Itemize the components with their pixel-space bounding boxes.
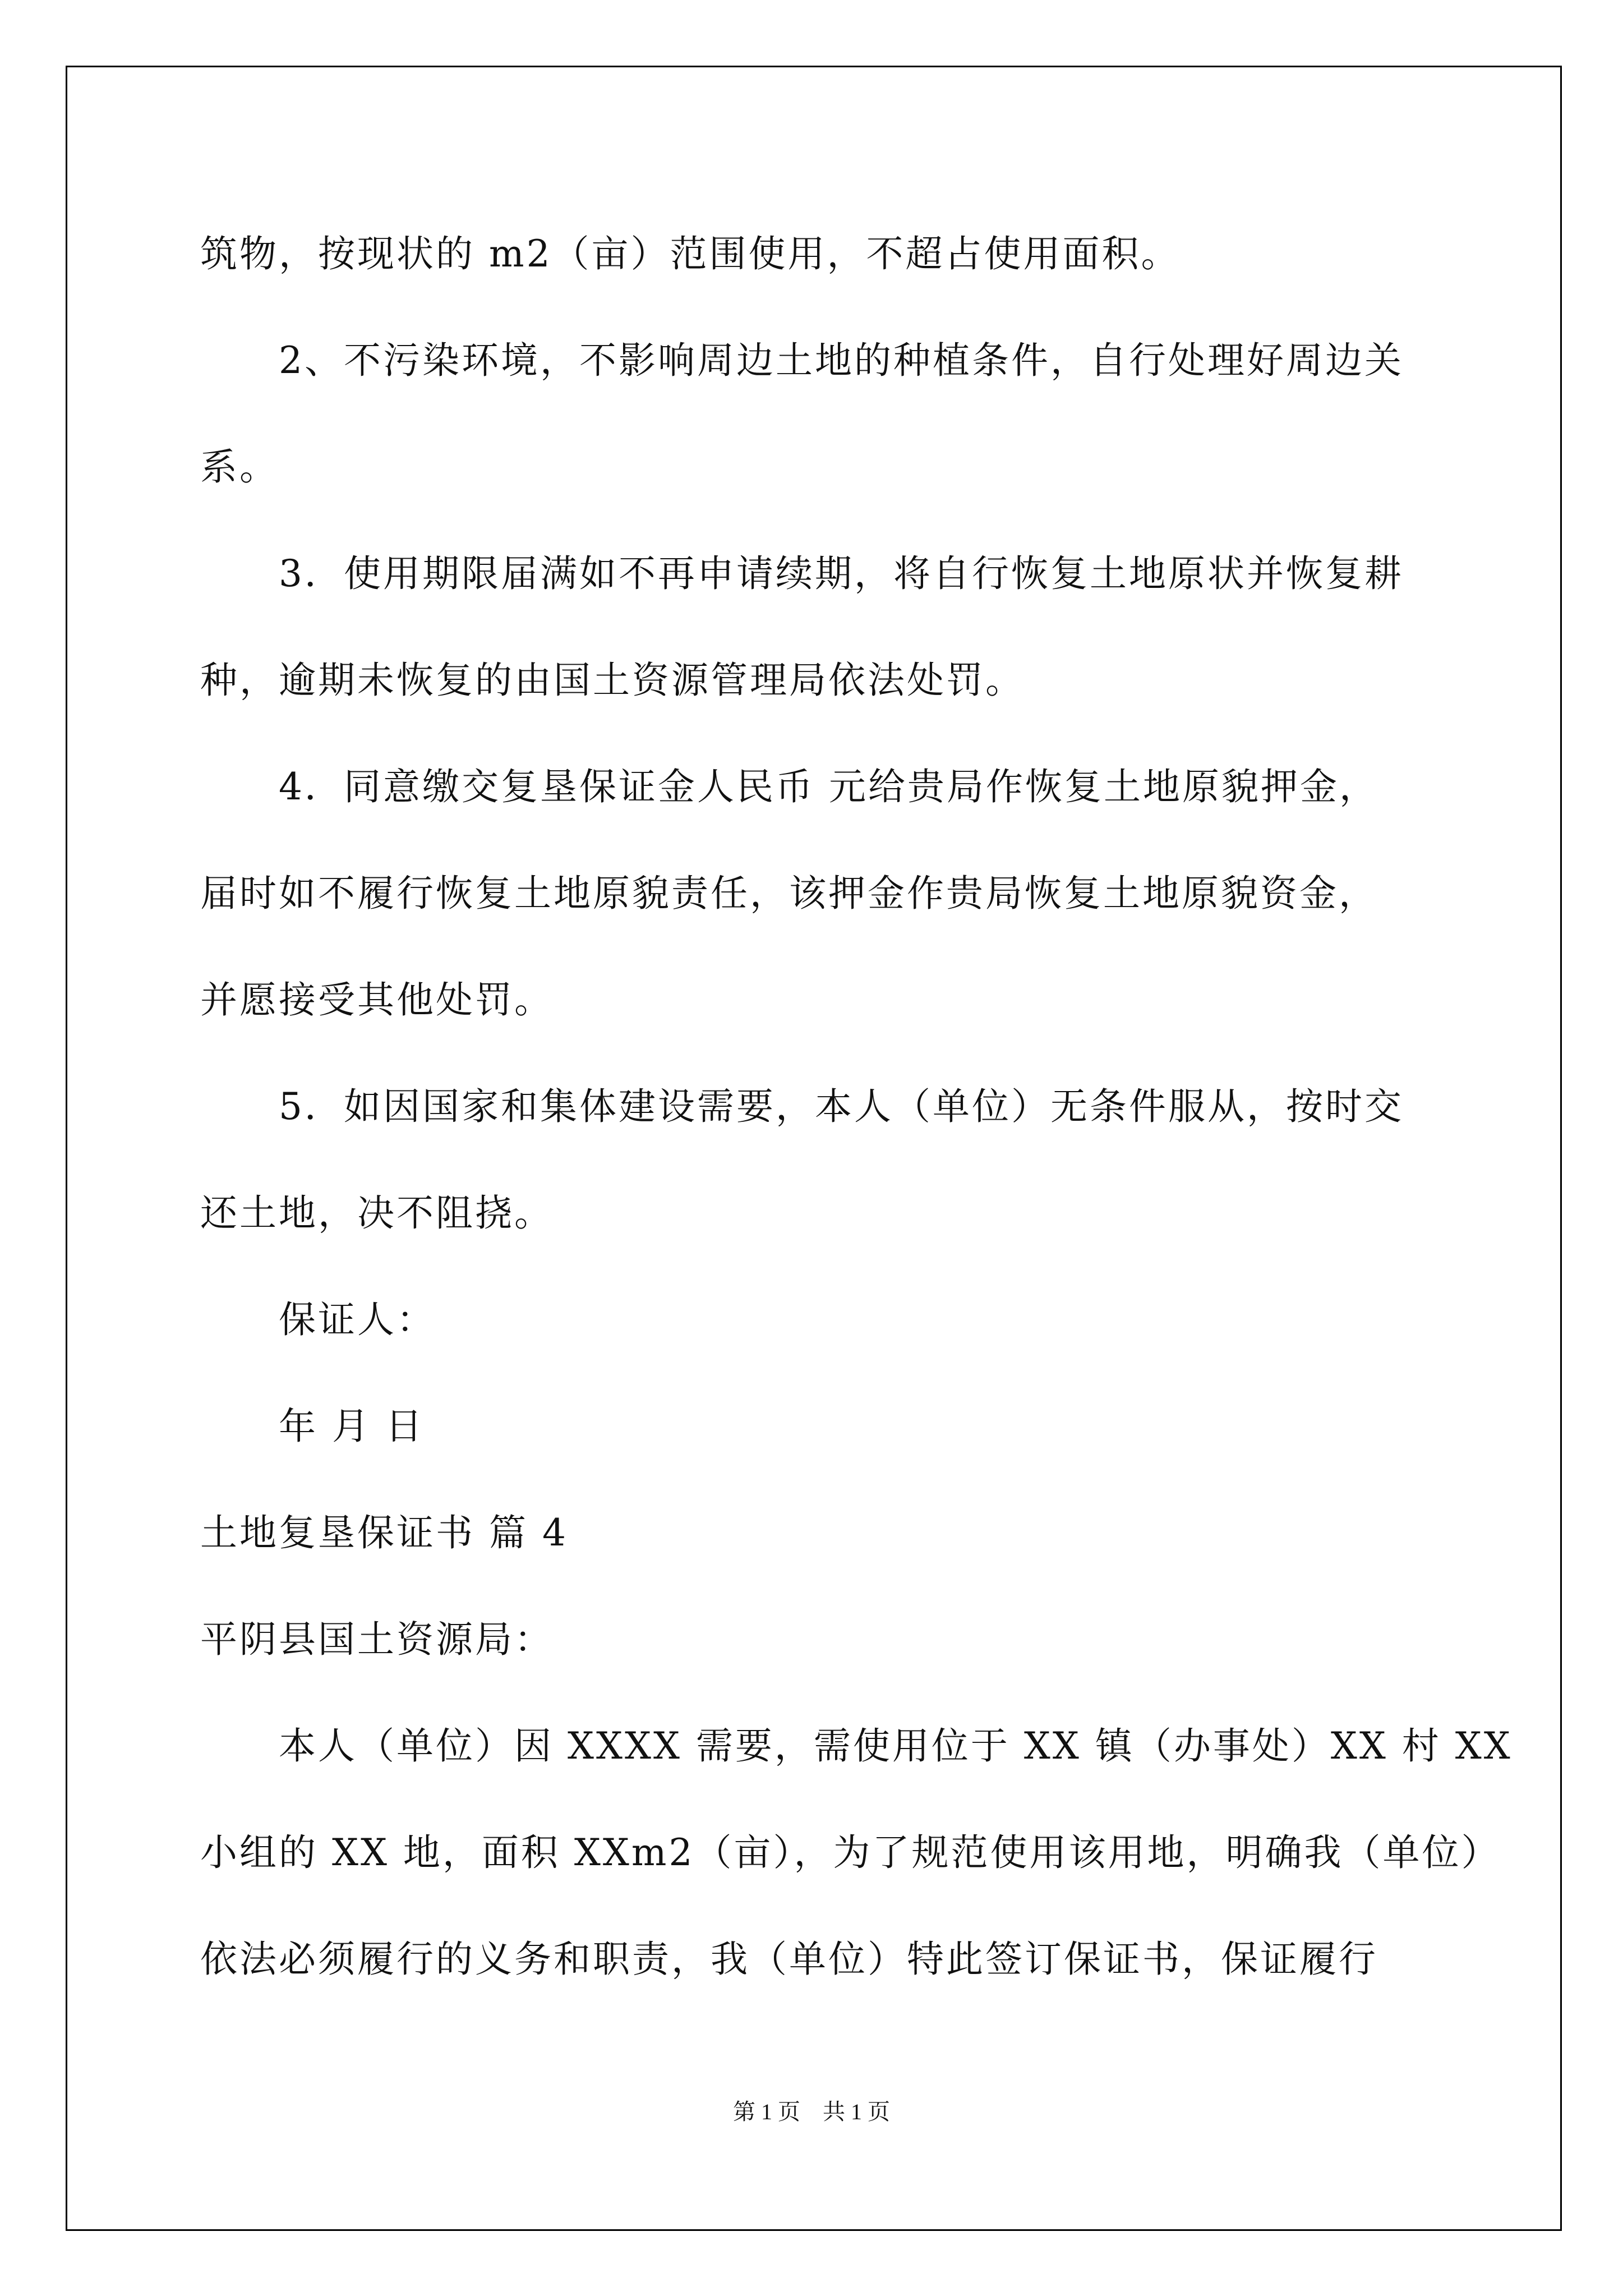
text-line: 届时如不履行恢复土地原貌责任，该押金作贵局恢复土地原貌资金， (200, 872, 1378, 915)
text-line: 3．使用期限届满如不再申请续期，将自行恢复土地原状并恢复耕 (279, 552, 1404, 595)
guarantor-label: 保证人： (279, 1298, 436, 1341)
text-line: 依法必须履行的义务和职责，我（单位）特此签订保证书，保证履行 (200, 1938, 1378, 1981)
text-line: 筑物，按现状的 m2（亩）范围使用，不超占使用面积。 (200, 232, 1181, 275)
text-line: 2、不污染环境，不影响周边土地的种植条件，自行处理好周边关 (279, 339, 1404, 382)
page-border (66, 66, 1562, 2231)
text-line: 4．同意缴交复垦保证金人民币 元给贵局作恢复土地原貌押金， (279, 765, 1378, 808)
text-line: 小组的 XX 地，面积 XXm2（亩），为了规范使用该用地，明确我（单位） (200, 1831, 1501, 1874)
date-label: 年 月 日 (279, 1405, 425, 1448)
text-line: 并愿接受其他处罚。 (200, 978, 554, 1022)
section-heading: 土地复垦保证书 篇 4 (200, 1511, 568, 1554)
page-number: 第 1 页 共 1 页 (733, 2099, 890, 2124)
addressee: 平阴县国土资源局： (200, 1618, 554, 1661)
text-line: 5．如因国家和集体建设需要，本人（单位）无条件服从，按时交 (279, 1085, 1404, 1128)
text-line: 种，逾期未恢复的由国土资源管理局依法处罚。 (200, 659, 1025, 702)
text-line: 本人（单位）因 XXXX 需要，需使用位于 XX 镇（办事处）XX 村 XX (279, 1724, 1513, 1768)
text-line: 系。 (200, 445, 279, 489)
text-line: 还土地，决不阻挠。 (200, 1191, 554, 1235)
